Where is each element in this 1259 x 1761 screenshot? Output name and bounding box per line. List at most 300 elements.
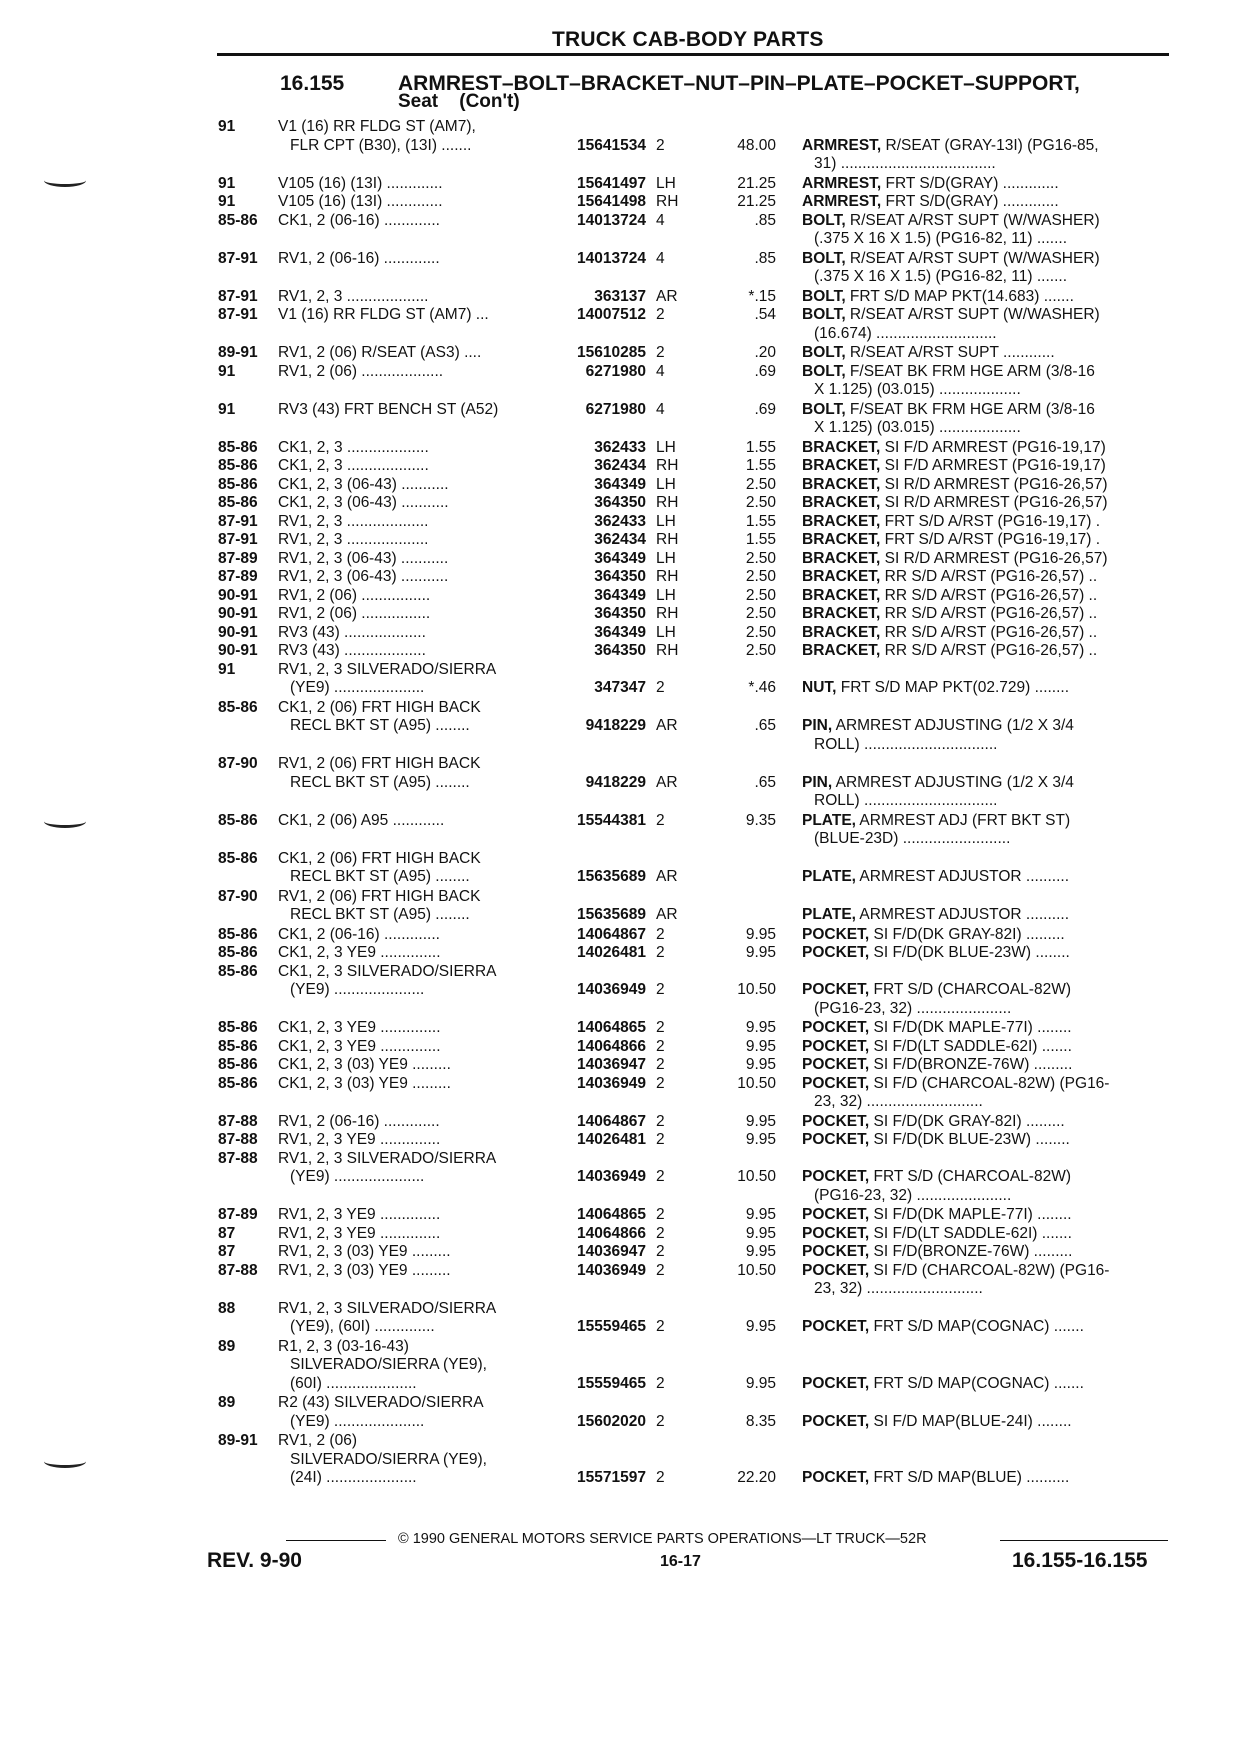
application-line: RV1, 2 (06) ................... <box>278 362 444 380</box>
quantity: 2 <box>656 981 665 998</box>
price: 1.55 <box>745 512 776 530</box>
application <box>278 963 497 1000</box>
model-year: 85-86 <box>218 925 258 943</box>
application <box>278 1113 440 1132</box>
price: .69 <box>754 362 776 380</box>
description-line: (PG16-23, 32) ...................... <box>814 999 1012 1017</box>
application-line: CK1, 2, 3 YE9 .............. <box>278 944 441 961</box>
model-year: 87 <box>218 1224 236 1242</box>
price: 9.95 <box>745 1056 776 1073</box>
description-line: ARMREST, FRT S/D(GRAY) ............. <box>802 174 1059 192</box>
description-line: POCKET, SI F/D(LT SADDLE-62I) ....... <box>802 1224 1072 1242</box>
price: 2.50 <box>745 605 776 622</box>
part-description <box>802 1131 1070 1150</box>
description-line: POCKET, SI F/D(LT SADDLE-62I) ....... <box>802 1037 1072 1055</box>
application <box>278 944 441 963</box>
application-line: RV1, 2, 3 (06-43) ........... <box>278 549 449 567</box>
part-number: 15641534 <box>577 136 646 154</box>
part-description <box>802 868 1069 887</box>
part-number: 14036949 <box>577 1074 646 1092</box>
application-line: RV1, 2, 3 ................... <box>278 287 429 305</box>
section-number: 16.155 <box>280 72 345 95</box>
price: 8.35 <box>745 1412 776 1430</box>
application <box>278 193 443 212</box>
price: 2.50 <box>745 586 776 604</box>
part-number: 364349 <box>594 475 646 493</box>
part-description <box>802 531 1100 550</box>
part-number: 364350 <box>594 605 646 622</box>
application-line: RV1, 2, 3 YE9 .............. <box>278 1131 441 1148</box>
application-line: (YE9), (60I) .............. <box>290 1318 435 1335</box>
application-line: RV1, 2, 3 ................... <box>278 531 429 548</box>
price: 1.55 <box>745 531 776 548</box>
price: 2.50 <box>745 475 776 493</box>
part-number: 364349 <box>594 586 646 604</box>
page-number: 16-17 <box>660 1553 701 1570</box>
price: 9.35 <box>745 811 776 829</box>
application-line: RV1, 2 (06) FRT HIGH BACK <box>278 887 481 905</box>
application <box>278 1432 487 1488</box>
application-line: V1 (16) RR FLDG ST (AM7), <box>278 118 476 135</box>
model-year: 90-91 <box>218 642 258 659</box>
application-line: CK1, 2 (06) FRT HIGH BACK <box>278 849 481 867</box>
price: 9.95 <box>745 1374 776 1392</box>
description-line: BRACKET, SI F/D ARMREST (PG16-19,17) <box>802 457 1106 474</box>
description-line: (BLUE-23D) ......................... <box>814 830 1011 847</box>
application-line: RV1, 2, 3 ................... <box>278 512 429 530</box>
description-line: ROLL) ............................... <box>814 735 998 753</box>
part-number: 14064866 <box>577 1224 646 1242</box>
price: 9.95 <box>745 1019 776 1036</box>
model-year: 87-89 <box>218 1206 258 1223</box>
part-number: 14013724 <box>577 211 646 229</box>
model-year: 85-86 <box>218 698 258 716</box>
application-line: (24I) ..................... <box>290 1469 417 1486</box>
part-number: 362433 <box>594 438 646 456</box>
application-line: CK1, 2, 3 (03) YE9 ......... <box>278 1074 451 1092</box>
part-description <box>802 1318 1084 1337</box>
application <box>278 587 430 606</box>
application <box>278 212 440 231</box>
quantity: 2 <box>656 811 665 829</box>
application-line: RECL BKT ST (A95) ........ <box>290 717 470 734</box>
application <box>278 888 480 925</box>
description-line: BOLT, F/SEAT BK FRM HGE ARM (3/8-16 <box>802 362 1095 380</box>
part-description <box>802 1019 1072 1038</box>
model-year: 89 <box>218 1394 236 1411</box>
part-number: 9418229 <box>585 773 646 791</box>
part-description <box>802 944 1070 963</box>
application <box>278 118 476 155</box>
application-line: (YE9) ..................... <box>290 981 425 998</box>
description-line: NUT, FRT S/D MAP PKT(02.729) ........ <box>802 679 1070 696</box>
part-number: 6271980 <box>585 400 646 418</box>
model-year: 87-88 <box>218 1261 258 1279</box>
application-line: CK1, 2, 3 YE9 .............. <box>278 1019 441 1036</box>
application-line: RV1, 2 (06) ................ <box>278 605 431 622</box>
application-line: RV1, 2, 3 (06-43) ........... <box>278 568 449 585</box>
description-line: BRACKET, FRT S/D A/RST (PG16-19,17) . <box>802 531 1101 548</box>
application <box>278 476 449 495</box>
model-year: 85-86 <box>218 1019 258 1036</box>
part-description <box>802 1225 1072 1244</box>
application-line: CK1, 2, 3 (06-43) ........... <box>278 494 449 511</box>
part-number: 9418229 <box>585 717 646 734</box>
quantity: 2 <box>656 1074 665 1092</box>
application-line: CK1, 2, 3 (03) YE9 ......... <box>278 1056 451 1073</box>
quantity: 2 <box>656 136 665 154</box>
part-number: 362433 <box>594 512 646 530</box>
quantity: 2 <box>656 1112 665 1130</box>
description-line: POCKET, SI F/D MAP(BLUE-24I) ........ <box>802 1412 1072 1430</box>
application <box>278 642 426 661</box>
quantity: 2 <box>656 1224 665 1242</box>
price: 9.95 <box>745 1206 776 1223</box>
quantity: AR <box>656 773 678 791</box>
model-year: 85-86 <box>218 1037 258 1055</box>
application-line: RV1, 2 (06-16) ............. <box>278 249 440 267</box>
quantity: RH <box>656 568 679 585</box>
price: 9.95 <box>745 1318 776 1335</box>
price: .54 <box>754 306 776 323</box>
quantity: LH <box>656 586 676 604</box>
application-line: R2 (43) SILVERADO/SIERRA <box>278 1394 484 1411</box>
description-line: BRACKET, RR S/D A/RST (PG16-26,57) .. <box>802 623 1098 641</box>
price: 21.25 <box>737 193 776 210</box>
part-number: 14007512 <box>577 306 646 323</box>
part-description <box>802 439 1106 458</box>
part-number: 14064865 <box>577 1206 646 1223</box>
description-line: 31) .................................... <box>814 155 996 172</box>
part-number: 15544381 <box>577 811 646 829</box>
footer-rule-right <box>1000 1540 1168 1541</box>
quantity: 2 <box>656 925 665 943</box>
description-line: 23, 32) ........................... <box>814 1280 983 1297</box>
part-number: 14013724 <box>577 249 646 267</box>
application <box>278 1038 441 1057</box>
application <box>278 494 449 513</box>
application-line: CK1, 2 (06-16) ............. <box>278 925 440 943</box>
part-description <box>802 1075 1109 1112</box>
model-year: 87-89 <box>218 549 258 567</box>
application <box>278 306 489 325</box>
application-line: CK1, 2, 3 SILVERADO/SIERRA <box>278 962 497 980</box>
footer-copyright: © 1990 GENERAL MOTORS SERVICE PARTS OPERATIONS—LT TRUCK—52R <box>398 1531 927 1547</box>
application <box>278 850 481 887</box>
application <box>278 755 480 792</box>
part-number: 15559465 <box>577 1374 646 1392</box>
application-line: RV1, 2, 3 YE9 .............. <box>278 1224 441 1242</box>
application-line: V1 (16) RR FLDG ST (AM7) ... <box>278 306 489 323</box>
quantity: 2 <box>656 1261 665 1279</box>
model-year: 85-86 <box>218 849 258 867</box>
application-line: RV1, 2 (06) <box>278 1432 357 1449</box>
quantity: RH <box>656 605 679 622</box>
application-line: SILVERADO/SIERRA (YE9), <box>290 1450 487 1468</box>
description-line: POCKET, FRT S/D MAP(BLUE) .......... <box>802 1469 1070 1486</box>
part-description <box>802 981 1071 1018</box>
part-description <box>802 587 1097 606</box>
part-description <box>802 642 1097 661</box>
application <box>278 288 428 307</box>
quantity: RH <box>656 642 679 659</box>
model-year: 85-86 <box>218 1074 258 1092</box>
price: 21.25 <box>737 174 776 192</box>
description-line: PLATE, ARMREST ADJ (FRT BKT ST) <box>802 811 1071 829</box>
part-description <box>802 1243 1072 1262</box>
model-year: 87-90 <box>218 755 258 772</box>
description-line: PLATE, ARMREST ADJUSTOR .......... <box>802 906 1069 923</box>
quantity: LH <box>656 475 676 493</box>
quantity: 4 <box>656 211 665 229</box>
application <box>278 439 429 458</box>
model-year: 87-91 <box>218 287 258 305</box>
part-description <box>802 494 1108 513</box>
application-line: RECL BKT ST (A95) ........ <box>290 773 470 791</box>
application-line: CK1, 2 (06-16) ............. <box>278 211 440 229</box>
application <box>278 699 481 736</box>
application <box>278 1019 441 1038</box>
section-range: 16.155-16.155 <box>1012 1549 1148 1572</box>
application-line: V105 (16) (13I) ............. <box>278 174 443 192</box>
description-line: ARMREST, FRT S/D(GRAY) ............. <box>802 193 1059 210</box>
part-number: 15641498 <box>577 193 646 210</box>
part-description <box>802 306 1100 343</box>
quantity: 2 <box>656 1469 665 1486</box>
quantity: 2 <box>656 1412 665 1430</box>
model-year: 91 <box>218 400 236 418</box>
application-line: RECL BKT ST (A95) ........ <box>290 868 470 885</box>
part-number: 14036949 <box>577 1168 646 1185</box>
model-year: 85-86 <box>218 438 258 456</box>
part-number: 363137 <box>594 287 646 305</box>
part-number: 364350 <box>594 642 646 659</box>
part-number: 14064865 <box>577 1019 646 1036</box>
price: 2.50 <box>745 549 776 567</box>
price: 2.50 <box>745 642 776 659</box>
price: 48.00 <box>737 136 776 154</box>
application-line: RV1, 2 (06) ................ <box>278 586 431 604</box>
application <box>278 457 429 476</box>
part-number: 14036947 <box>577 1056 646 1073</box>
model-year: 89-91 <box>218 344 258 361</box>
application <box>278 568 448 587</box>
description-line: BRACKET, RR S/D A/RST (PG16-26,57) .. <box>802 586 1098 604</box>
quantity: 2 <box>656 1037 665 1055</box>
description-line: POCKET, SI F/D(DK BLUE-23W) ........ <box>802 1131 1070 1148</box>
model-year: 87-91 <box>218 531 258 548</box>
description-line: BOLT, FRT S/D MAP PKT(14.683) ....... <box>802 287 1074 305</box>
price: 1.55 <box>745 438 776 456</box>
quantity: 2 <box>656 679 665 696</box>
price: 1.55 <box>745 457 776 474</box>
price: .85 <box>754 211 776 229</box>
header-rule <box>217 53 1169 56</box>
quantity: 2 <box>656 344 665 361</box>
model-year: 85-86 <box>218 962 258 980</box>
application <box>278 1131 440 1150</box>
application <box>278 1262 451 1281</box>
section-title: ARMREST–BOLT–BRACKET–NUT–PIN–PLATE–POCKET–SUPPORT, <box>398 72 1080 95</box>
price: 9.95 <box>745 1131 776 1148</box>
page-header-title: TRUCK CAB-BODY PARTS <box>552 28 824 51</box>
quantity: RH <box>656 193 679 210</box>
quantity: RH <box>656 494 679 511</box>
part-description <box>802 137 1099 174</box>
description-line: POCKET, FRT S/D MAP(COGNAC) ....... <box>802 1374 1084 1392</box>
part-number: 347347 <box>594 679 646 696</box>
application <box>278 531 428 550</box>
quantity: 2 <box>656 1131 665 1148</box>
part-description <box>802 605 1097 624</box>
description-line: BRACKET, FRT S/D A/RST (PG16-19,17) . <box>802 512 1101 530</box>
punch-hole-mark <box>44 815 86 828</box>
part-number: 364350 <box>594 568 646 585</box>
part-description <box>802 774 1074 811</box>
application-line: RV1, 2, 3 SILVERADO/SIERRA <box>278 1149 497 1167</box>
quantity: 2 <box>656 1056 665 1073</box>
part-description <box>802 513 1100 532</box>
part-number: 15635689 <box>577 868 646 885</box>
part-number: 14026481 <box>577 1131 646 1148</box>
model-year: 85-86 <box>218 457 258 474</box>
quantity: RH <box>656 457 679 474</box>
description-line: POCKET, FRT S/D (CHARCOAL-82W) <box>802 981 1071 998</box>
price: 2.50 <box>745 623 776 641</box>
quantity: 2 <box>656 1206 665 1223</box>
description-line: BRACKET, RR S/D A/RST (PG16-26,57) .. <box>802 568 1098 585</box>
application <box>278 1338 487 1394</box>
part-number: 14036949 <box>577 981 646 998</box>
price: .20 <box>754 344 776 361</box>
model-year: 91 <box>218 660 236 678</box>
application <box>278 1075 451 1094</box>
application-line: RV1, 2 (06-16) ............. <box>278 1112 440 1130</box>
application-line: (60I) ..................... <box>290 1374 417 1392</box>
description-line: PLATE, ARMREST ADJUSTOR .......... <box>802 868 1069 885</box>
part-description <box>802 363 1095 400</box>
application <box>278 1300 496 1337</box>
application-line: CK1, 2, 3 (06-43) ........... <box>278 475 449 493</box>
application-line: CK1, 2, 3 ................... <box>278 457 429 474</box>
application-line: CK1, 2 (06) A95 ............ <box>278 811 445 829</box>
part-number: 14036947 <box>577 1243 646 1260</box>
model-year: 89 <box>218 1337 236 1355</box>
part-description <box>802 568 1097 587</box>
part-description <box>802 1375 1084 1394</box>
description-line: POCKET, SI F/D(DK GRAY-82I) ......... <box>802 925 1065 943</box>
price: 22.20 <box>737 1469 776 1486</box>
part-number: 15641497 <box>577 174 646 192</box>
description-line: X 1.125) (03.015) ................... <box>814 419 1021 436</box>
description-line: (.375 X 16 X 1.5) (PG16-82, 11) ....... <box>814 268 1068 285</box>
price: 10.50 <box>737 1261 776 1279</box>
application <box>278 1150 496 1187</box>
application <box>278 550 448 569</box>
model-year: 90-91 <box>218 623 258 641</box>
description-line: BRACKET, SI R/D ARMREST (PG16-26,57) <box>802 494 1108 511</box>
quantity: AR <box>656 287 678 305</box>
application <box>278 661 496 698</box>
revision-label: REV. 9-90 <box>207 1549 302 1572</box>
application-line: SILVERADO/SIERRA (YE9), <box>290 1356 487 1373</box>
part-description <box>802 457 1106 476</box>
part-number: 6271980 <box>585 362 646 380</box>
part-description <box>802 926 1065 945</box>
model-year: 91 <box>218 193 236 210</box>
part-description <box>802 288 1074 307</box>
price: 9.95 <box>745 1224 776 1242</box>
quantity: 2 <box>656 1318 665 1335</box>
model-year: 87-88 <box>218 1149 258 1167</box>
part-description <box>802 1469 1069 1488</box>
price: *.15 <box>748 287 776 305</box>
part-number: 14064867 <box>577 925 646 943</box>
application <box>278 1243 451 1262</box>
application <box>278 1394 484 1431</box>
description-line: POCKET, SI F/D (CHARCOAL-82W) (PG16- <box>802 1261 1110 1279</box>
part-description <box>802 550 1108 569</box>
punch-hole-mark <box>44 1455 86 1468</box>
part-number: 14036949 <box>577 1261 646 1279</box>
application-line: RV1, 2, 3 SILVERADO/SIERRA <box>278 1299 497 1317</box>
description-line: (.375 X 16 X 1.5) (PG16-82, 11) ....... <box>814 230 1068 247</box>
application-line: RV1, 2, 3 (03) YE9 ......... <box>278 1261 451 1279</box>
quantity: 4 <box>656 249 665 267</box>
description-line: POCKET, SI F/D (CHARCOAL-82W) (PG16- <box>802 1074 1110 1092</box>
price: 2.50 <box>745 494 776 511</box>
model-year: 87-91 <box>218 249 258 267</box>
part-description <box>802 401 1095 438</box>
part-description <box>802 624 1097 643</box>
part-description <box>802 175 1059 194</box>
description-line: POCKET, SI F/D(DK MAPLE-77I) ........ <box>802 1206 1072 1223</box>
quantity: 4 <box>656 362 665 380</box>
part-number: 364349 <box>594 549 646 567</box>
part-number: 14064867 <box>577 1112 646 1130</box>
model-year: 85-86 <box>218 211 258 229</box>
description-line: ROLL) ............................... <box>814 792 998 809</box>
description-line: POCKET, SI F/D(BRONZE-76W) ......... <box>802 1243 1073 1260</box>
application <box>278 513 428 532</box>
price: 9.95 <box>745 1037 776 1055</box>
description-line: ARMREST, R/SEAT (GRAY-13I) (PG16-85, <box>802 136 1099 154</box>
model-year: 87-91 <box>218 512 258 530</box>
description-line: POCKET, SI F/D(DK MAPLE-77I) ........ <box>802 1019 1072 1036</box>
part-number: 362434 <box>594 457 646 474</box>
model-year: 85-86 <box>218 494 258 511</box>
quantity: 2 <box>656 1374 665 1392</box>
application-line: FLR CPT (B30), (13I) ....... <box>290 136 472 154</box>
quantity: 2 <box>656 944 665 961</box>
model-year: 88 <box>218 1299 236 1317</box>
model-year: 91 <box>218 118 236 135</box>
description-line: BOLT, R/SEAT A/RST SUPT (W/WASHER) <box>802 211 1100 229</box>
application <box>278 344 481 363</box>
description-line: BRACKET, RR S/D A/RST (PG16-26,57) .. <box>802 605 1098 622</box>
model-year: 87-88 <box>218 1131 258 1148</box>
model-year: 90-91 <box>218 586 258 604</box>
application-line: (YE9) ..................... <box>290 1412 425 1430</box>
price: .85 <box>754 249 776 267</box>
model-year: 87 <box>218 1243 236 1260</box>
quantity: AR <box>656 906 678 923</box>
description-line: X 1.125) (03.015) ................... <box>814 381 1021 398</box>
application-line: RV1, 2, 3 (03) YE9 ......... <box>278 1243 451 1260</box>
part-number: 14026481 <box>577 944 646 961</box>
quantity: LH <box>656 549 676 567</box>
part-description <box>802 212 1100 249</box>
